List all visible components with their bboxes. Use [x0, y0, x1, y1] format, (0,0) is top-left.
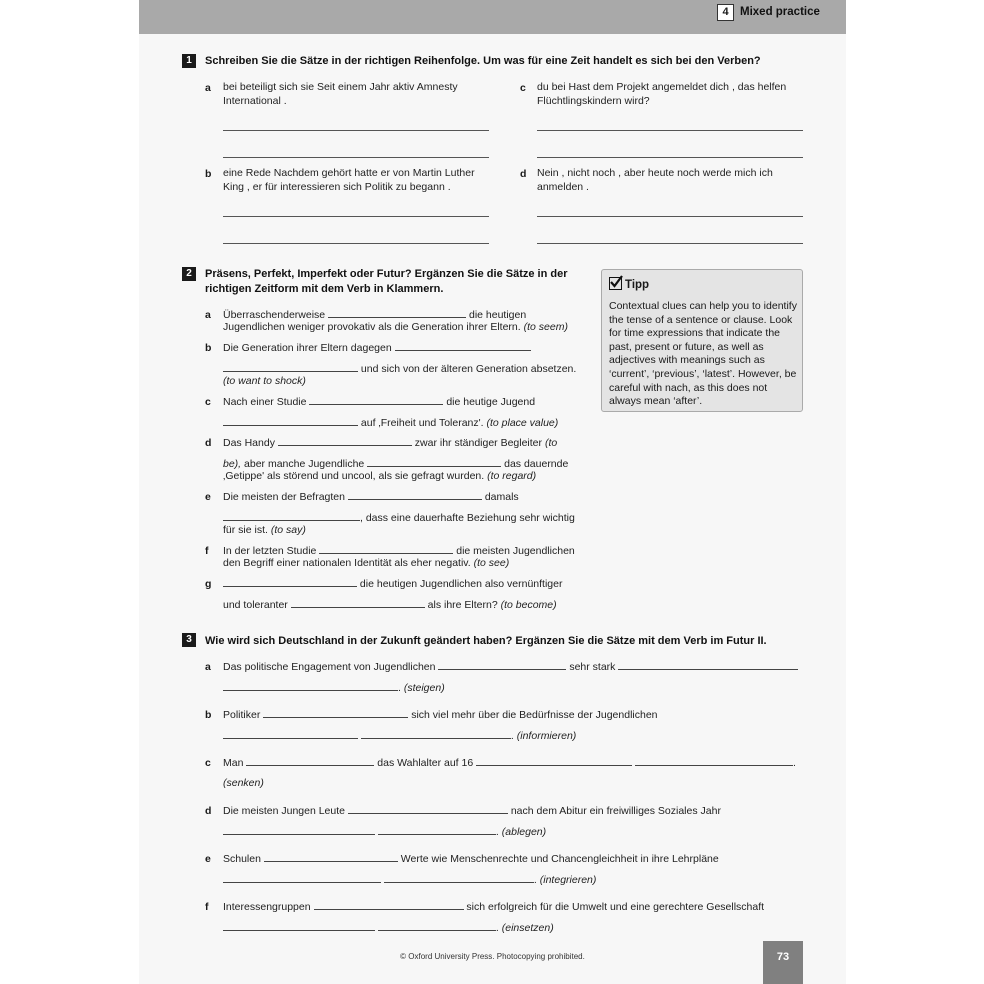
gap[interactable]: [361, 729, 511, 739]
ex3-item-d-letter: d: [205, 805, 212, 817]
gap[interactable]: [291, 598, 425, 608]
ex1-item-a-letter: a: [205, 82, 211, 94]
gap[interactable]: [635, 756, 793, 766]
exercise-2-title-line2: richtigen Zeitform mit dem Verb in Klammern.: [205, 283, 444, 295]
ex3-item-e-line2: . (integrieren): [223, 873, 596, 888]
checkbox-icon: [609, 277, 622, 290]
ex2-item-g-letter: g: [205, 578, 212, 590]
gap[interactable]: [223, 729, 358, 739]
ex3-item-e-line1: Schulen Werte wie Menschenrechte und Chancengleichheit in ihre Lehrpläne: [223, 853, 719, 865]
exercise-2-number: 2: [182, 267, 196, 281]
gap[interactable]: [223, 577, 357, 587]
page-number: 73: [763, 941, 803, 984]
ex3-item-c-line2: (senken): [223, 777, 264, 789]
gap[interactable]: [223, 921, 375, 931]
exercise-3-number: 3: [182, 633, 196, 647]
answer-line[interactable]: [537, 243, 803, 244]
ex2-item-c-line1: Nach einer Studie die heutige Jugend: [223, 396, 536, 408]
gap[interactable]: [378, 825, 496, 835]
ex1-item-b-letter: b: [205, 168, 212, 180]
ex3-item-d-line1: Die meisten Jungen Leute nach dem Abitur ein freiwilliges Soziales Jahr: [223, 805, 721, 817]
ex3-item-c-letter: c: [205, 757, 211, 769]
ex2-item-c-letter: c: [205, 396, 211, 408]
ex2-item-g-line1: die heutigen Jugendlichen also vernünftiger: [223, 577, 562, 592]
tipp-heading: Tipp: [609, 277, 649, 291]
exercise-3-title: Wie wird sich Deutschland in der Zukunft geändert haben? Ergänzen Sie die Sätze mit dem Verb im Futur II.: [205, 635, 767, 647]
gap[interactable]: [263, 708, 408, 718]
ex2-item-c-line2: auf ‚Freiheit und Toleranz'. (to place value): [223, 416, 558, 431]
ex3-item-b-line2: . (informieren): [223, 729, 576, 744]
ex1-item-b-text: eine Rede Nachdem gehört hatte er von Martin Luther King , er für interessieren sich Politik zu begann .: [223, 167, 475, 193]
ex3-item-f-line1: Interessengruppen sich erfolgreich für die Umwelt und eine gerechtere Gesellschaft: [223, 901, 765, 913]
ex2-item-a-line2: Jugendlichen weniger provokativ als die Generation ihrer Eltern. (to seem): [223, 321, 568, 333]
gap[interactable]: [438, 660, 566, 670]
ex2-item-b-line2: und sich von der älteren Generation absetzen.: [223, 362, 576, 377]
gap[interactable]: [395, 341, 531, 351]
ex2-item-g-line2: und toleranter als ihre Eltern? (to become): [223, 599, 557, 611]
workbook-page: [139, 0, 846, 984]
ex2-item-f-line1: In der letzten Studie die meisten Jugendlichen: [223, 545, 575, 557]
ex3-item-f-line2: . (einsetzen): [223, 921, 554, 936]
gap[interactable]: [223, 416, 358, 426]
ex2-item-a-line1: Überraschenderweise die heutigen: [223, 309, 527, 321]
gap[interactable]: [223, 873, 381, 883]
gap[interactable]: [223, 681, 398, 691]
ex3-item-d-line2: . (ablegen): [223, 825, 546, 840]
unit-number: 4: [717, 4, 734, 21]
gap[interactable]: [314, 900, 464, 910]
answer-line[interactable]: [537, 130, 803, 131]
gap[interactable]: [476, 756, 632, 766]
ex2-item-d-line1: Das Handy zwar ihr ständiger Begleiter (to: [223, 437, 558, 449]
ex1-item-d-letter: d: [520, 168, 527, 180]
gap[interactable]: [367, 457, 501, 467]
answer-line[interactable]: [537, 157, 803, 158]
unit-title: Mixed practice: [740, 6, 820, 18]
gap[interactable]: [618, 660, 798, 670]
ex2-item-d-letter: d: [205, 437, 212, 449]
gap[interactable]: [309, 395, 443, 405]
ex2-item-d-line2: be), aber manche Jugendliche das dauernde: [223, 458, 569, 470]
ex3-item-b-letter: b: [205, 709, 212, 721]
gap[interactable]: [384, 873, 534, 883]
copyright-footer: © Oxford University Press. Photocopying prohibited.: [400, 952, 585, 961]
answer-line[interactable]: [223, 157, 489, 158]
ex1-item-c-letter: c: [520, 82, 526, 94]
ex3-item-b-line1: Politiker sich viel mehr über die Bedürfnisse der Jugendlichen: [223, 709, 658, 721]
ex3-item-f-letter: f: [205, 901, 209, 913]
gap[interactable]: [378, 921, 496, 931]
ex2-item-b-line3: (to want to shock): [223, 375, 306, 387]
gap[interactable]: [246, 756, 374, 766]
ex3-item-c-line1: Man das Wahlalter auf 16 .: [223, 757, 796, 769]
gap[interactable]: [223, 825, 375, 835]
answer-line[interactable]: [223, 216, 489, 217]
ex2-item-d-line3: ‚Getippe' als störend und uncool, als sie gefragt wurden. (to regard): [223, 470, 537, 482]
header-bar: [139, 0, 846, 34]
exercise-1-title: Schreiben Sie die Sätze in der richtigen Reihenfolge. Um was für eine Zeit handelt es sich bei den Verben?: [205, 55, 761, 67]
exercise-2-title-line1: Präsens, Perfekt, Imperfekt oder Futur? Ergänzen Sie die Sätze in der: [205, 268, 568, 280]
ex1-item-a-text: bei beteiligt sich sie Seit einem Jahr aktiv Amnesty International .: [223, 81, 458, 107]
answer-line[interactable]: [537, 216, 803, 217]
tipp-box: [601, 269, 803, 412]
answer-line[interactable]: [223, 243, 489, 244]
ex2-item-f-letter: f: [205, 545, 209, 557]
gap[interactable]: [328, 308, 466, 318]
gap[interactable]: [278, 436, 412, 446]
gap[interactable]: [348, 490, 482, 500]
ex3-item-a-letter: a: [205, 661, 211, 673]
ex2-item-e-letter: e: [205, 491, 211, 503]
ex1-item-d-text: Nein , nicht noch , aber heute noch werde mich ich anmelden .: [537, 167, 773, 193]
gap[interactable]: [223, 511, 360, 521]
ex3-item-e-letter: e: [205, 853, 211, 865]
ex2-item-a-letter: a: [205, 309, 211, 321]
answer-line[interactable]: [223, 130, 489, 131]
gap[interactable]: [319, 544, 453, 554]
ex1-item-c-text: du bei Hast dem Projekt angemeldet dich , das helfen Flüchtlingskindern wird?: [537, 81, 787, 107]
ex2-item-e-line1: Die meisten der Befragten damals: [223, 491, 519, 503]
gap[interactable]: [264, 852, 398, 862]
tipp-body: Contextual clues can help you to identify the tense of a sentence or clause. Look for time expressions that indicate the past, present or future, as well as adjectives with meanings such as ‘current’, ‘previous’, ‘latest’. However, be careful with nach, as this does not always mean ‘after’.: [609, 300, 797, 408]
ex2-item-b-letter: b: [205, 342, 212, 354]
ex2-item-f-line2: den Begriff einer nationalen Identität als eher negativ. (to see): [223, 557, 510, 569]
exercise-1-number: 1: [182, 54, 196, 68]
ex3-item-a-line2: . (steigen): [223, 681, 445, 696]
ex2-item-b-line1: Die Generation ihrer Eltern dagegen: [223, 341, 531, 356]
gap[interactable]: [348, 804, 508, 814]
gap[interactable]: [223, 362, 358, 372]
ex2-item-e-line3: für sie ist. (to say): [223, 524, 306, 536]
ex3-item-a-line1: Das politische Engagement von Jugendlichen sehr stark: [223, 660, 798, 675]
ex2-item-e-line2: , dass eine dauerhafte Beziehung sehr wichtig: [223, 511, 575, 526]
